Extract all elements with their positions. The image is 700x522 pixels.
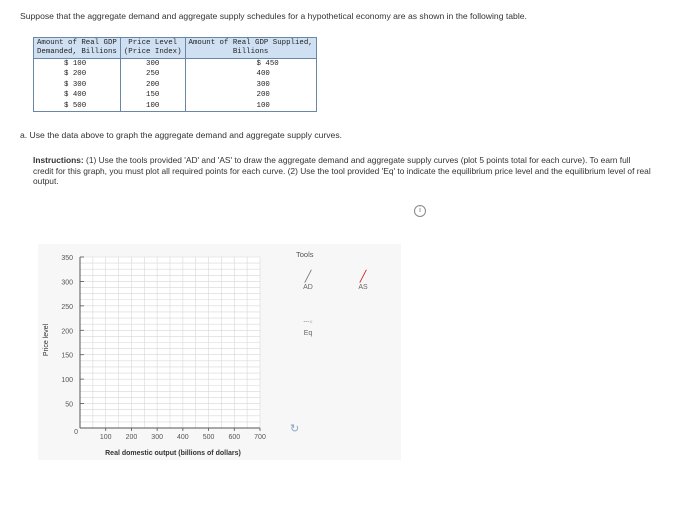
info-icon[interactable]: i <box>414 205 426 217</box>
x-tick-label: 300 <box>151 434 163 441</box>
part-a-prompt: a. Use the data above to graph the aggregate demand and aggregate supply curves. <box>20 130 343 140</box>
y-tick-label: 0 <box>74 429 78 436</box>
y-tick-label: 50 <box>65 401 73 409</box>
reset-icon[interactable]: ↻ <box>290 423 300 435</box>
cell-price: 100 <box>120 101 185 112</box>
y-tick-label: 100 <box>61 377 73 385</box>
ad-tool[interactable] <box>296 270 320 291</box>
cell-demanded: $ 400 <box>34 90 121 100</box>
question-intro: Suppose that the aggregate demand and aggregate supply schedules for a hypothetical economy are as shown in the following table. <box>20 11 527 21</box>
cell-supplied: $ 450 <box>185 59 316 70</box>
x-tick-label: 200 <box>125 434 138 441</box>
y-tick-label: 200 <box>61 328 73 336</box>
eq-tool-label: Eq <box>303 330 313 337</box>
as-tool[interactable] <box>351 270 375 291</box>
cell-price: 250 <box>120 69 185 79</box>
y-tick-label: 150 <box>61 352 73 360</box>
header-gdp-demanded-l1: Amount of Real GDP <box>37 39 117 47</box>
header-gdp-supplied-l1: Amount of Real GDP Supplied, <box>188 39 313 47</box>
eq-tool[interactable] <box>296 316 320 337</box>
as-line-icon: ╱ <box>359 271 367 283</box>
instructions-label: Instructions: <box>33 155 84 165</box>
header-price-level-l1: Price Level <box>128 39 178 47</box>
graph-grid <box>80 257 260 428</box>
header-gdp-supplied-l2: Billions <box>232 48 269 56</box>
cell-demanded: $ 500 <box>34 101 121 112</box>
x-tick-label: 500 <box>202 434 215 441</box>
cell-supplied: 300 <box>185 80 316 90</box>
y-axis-title: Price level <box>43 323 50 357</box>
x-tick-label: 400 <box>177 434 189 441</box>
cell-demanded: $ 200 <box>34 69 121 79</box>
ad-tool-label: AD <box>303 284 313 291</box>
header-gdp-demanded-l2: Demanded, Billions <box>37 48 117 56</box>
x-tick-label: 700 <box>254 434 266 441</box>
y-tick-label: 250 <box>61 303 73 311</box>
header-price-level-l2: (Price Index) <box>123 48 182 56</box>
x-tick-label: 100 <box>99 434 112 441</box>
y-tick-label: 350 <box>61 255 73 262</box>
cell-demanded: $ 300 <box>34 80 121 90</box>
cell-supplied: 200 <box>185 90 316 100</box>
x-tick-label: 600 <box>228 434 241 441</box>
tools-title: Tools <box>296 250 314 259</box>
eq-point-icon: ┄◦ <box>303 317 313 328</box>
cell-price: 200 <box>120 80 185 90</box>
instructions-text: (1) Use the tools provided 'AD' and 'AS' to draw the aggregate demand and aggregate supply curves (plot 5 points total for each curve). To earn full credit for this graph, you must plot all required points for each curve. (2) Use the tool provided 'Eq' to indicate the equilibrium price level and the equilibrium level of real output. <box>33 155 651 186</box>
as-tool-label: AS <box>358 284 368 291</box>
ad-line-icon: ╱ <box>304 271 312 283</box>
cell-supplied: 400 <box>185 69 316 79</box>
cell-supplied: 100 <box>185 101 316 112</box>
cell-demanded: $ 100 <box>34 59 121 70</box>
cell-price: 300 <box>120 59 185 70</box>
x-axis-title: Real domestic output (billions of dollars) <box>105 450 241 457</box>
y-tick-label: 300 <box>61 279 73 287</box>
cell-price: 150 <box>120 90 185 100</box>
